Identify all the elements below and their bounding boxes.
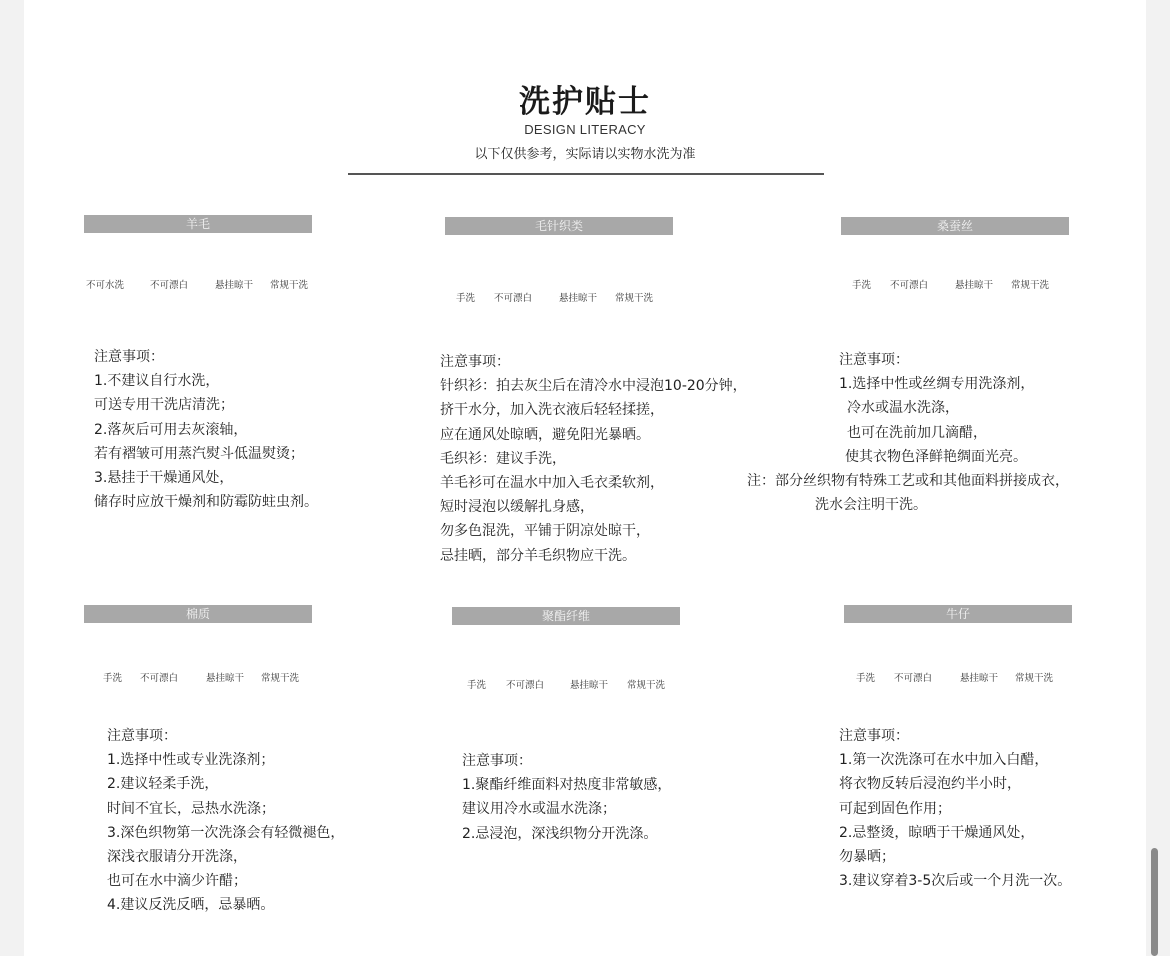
care-icon-caption: 常规干洗 [270,280,309,291]
care-icon-caption: 不可漂白 [494,293,533,304]
notes-line: 4.建议反洗反晒，忌暴晒。 [107,897,275,914]
care-icon-caption: 常规干洗 [261,673,300,684]
care-icon-caption: 悬挂晾干 [960,673,999,684]
care-icon-caption: 手洗 [852,280,872,291]
notes-heading: 注意事项： [839,728,909,744]
care-notes [839,724,1071,893]
care-icon-caption: 不可漂白 [506,680,545,691]
notes-line: 注：部分丝织物有特殊工艺或和其他面料拼接成衣， [747,472,1069,489]
care-icon-caption: 悬挂晾干 [206,673,245,684]
section-header-bar: 桑蚕丝 [841,217,1069,235]
notes-line: 勿多色混洗，平铺于阴凉处晾干， [440,523,650,540]
dry-clean-icon [1013,240,1049,274]
care-icon-caption: 悬挂晾干 [559,293,598,304]
notes-line: 使其衣物色泽鲜艳绸面光亮。 [845,448,1027,465]
section-header-bar: 羊毛 [84,215,312,233]
notes-line: 也可在洗前加几滴醋， [847,424,987,441]
notes-line: 羊毛衫可在温水中加入毛衣柔软剂， [440,474,664,491]
section-header-bar: 牛仔 [844,605,1072,623]
no-bleach-icon [157,240,193,274]
care-icon-caption: 手洗 [456,293,476,304]
care-notes [462,749,671,846]
notes-line: 冷水或温水洗涤， [847,400,959,417]
notes-line: 可送专用干洗店清洗； [94,397,234,414]
notes-line: 洗水会注明干洗。 [815,497,927,514]
care-icon-caption: 常规干洗 [1011,280,1050,291]
dry-clean-icon [627,640,663,674]
section-header-bar: 棉质 [84,605,312,623]
care-icon-caption: 悬挂晾干 [215,280,254,291]
hang-dry-icon [206,632,242,666]
notes-line: 挤干水分，加入洗衣液后轻轻揉搓， [440,402,664,419]
care-icon-caption: 不可水洗 [86,280,125,291]
notes-heading: 注意事项： [440,354,510,370]
dry-clean-icon [278,240,314,274]
hand-wash-icon [97,632,133,666]
care-icon-caption: 不可漂白 [890,280,929,291]
page-title: 洗护贴士 [519,84,651,120]
no-bleach-icon [901,240,937,274]
care-icon-caption: 不可漂白 [150,280,189,291]
notes-line: 应在通风处晾晒，避免阳光暴晒。 [440,426,650,443]
notes-heading: 注意事项： [839,352,909,368]
hand-wash-icon [461,640,497,674]
no-bleach-icon [905,632,941,666]
care-notes [94,345,318,514]
hang-dry-icon [570,640,606,674]
notes-heading: 注意事项： [94,349,164,365]
section-header-bar: 聚酯纤维 [452,607,680,625]
notes-line: 储存时应放干燥剂和防霉防蛀虫剂。 [94,494,318,511]
no-bleach-icon [515,640,551,674]
care-notes [440,350,747,568]
notes-line: 建议用冷水或温水洗涤； [462,801,616,818]
care-icon-caption: 手洗 [467,680,487,691]
notes-line: 2.忌整烫，晾晒于干燥通风处， [839,824,1035,841]
notes-line: 毛织衫：建议手洗， [440,450,566,467]
title-divider [348,173,824,175]
notes-heading: 注意事项： [107,728,177,744]
notes-line: 忌挂晒，部分羊毛织物应干洗。 [440,547,636,564]
hang-dry-icon [960,632,996,666]
hand-wash-icon [452,252,488,286]
care-icon-caption: 不可漂白 [140,673,179,684]
no-bleach-icon [506,252,542,286]
notes-line: 若有褶皱可用蒸汽熨斗低温熨烫； [94,445,304,462]
scrollbar[interactable] [1151,848,1158,956]
hand-wash-icon [848,240,884,274]
notes-line: 也可在水中滴少许醋； [107,873,247,890]
care-icon-caption: 常规干洗 [627,680,666,691]
dry-clean-icon [1016,632,1052,666]
dry-clean-icon [262,632,298,666]
hang-dry-icon [221,240,257,274]
notes-line: 3.深色织物第一次洗涤会有轻微褪色， [107,824,345,841]
notes-line: 1.选择中性或丝绸专用洗涤剂， [839,376,1035,393]
disclaimer-note: 以下仅供参考，实际请以实物水洗为准 [474,147,696,162]
notes-line: 针织衫：拍去灰尘后在清冷水中浸泡10-20分钟， [440,378,747,395]
notes-heading: 注意事项： [462,753,532,769]
no-bleach-icon [152,632,188,666]
care-notes [747,348,1069,517]
notes-line: 深浅衣服请分开洗涤， [107,848,247,865]
notes-line: 短时浸泡以缓解扎身感， [440,499,594,516]
hang-dry-icon [955,240,991,274]
care-icon-caption: 常规干洗 [1015,673,1054,684]
care-icon-caption: 不可漂白 [894,673,933,684]
care-notes [107,724,344,918]
notes-line: 勿暴晒； [839,848,895,865]
notes-line: 1.第一次洗涤可在水中加入白醋， [839,752,1049,769]
hand-wash-icon [850,632,886,666]
notes-line: 3.建议穿着3-5次后或一个月洗一次。 [839,873,1072,890]
care-icon-caption: 手洗 [856,673,876,684]
page-subtitle: DESIGN LITERACY [524,122,646,137]
notes-line: 2.落灰后可用去灰滚轴， [94,421,248,438]
notes-line: 可起到固色作用； [839,800,951,817]
notes-line: 1.聚酯纤维面料对热度非常敏感， [462,777,672,794]
notes-line: 1.不建议自行水洗， [94,373,220,390]
notes-line: 3.悬挂于干燥通风处， [94,469,234,486]
care-icon-caption: 手洗 [103,673,123,684]
hang-dry-icon [560,252,596,286]
notes-line: 2.忌浸泡，深浅织物分开洗涤。 [462,825,658,842]
notes-line: 将衣物反转后浸泡约半小时， [839,776,1021,793]
notes-line: 时间不宜长，忌热水洗涤； [107,800,275,817]
care-icon-caption: 悬挂晾干 [955,280,994,291]
notes-line: 1.选择中性或专业洗涤剂； [107,752,275,769]
notes-line: 2.建议轻柔手洗， [107,776,219,793]
dry-clean-icon [617,252,653,286]
care-icon-caption: 悬挂晾干 [570,680,609,691]
care-icon-caption: 常规干洗 [615,293,654,304]
no-wash-icon [92,240,128,274]
section-header-bar: 毛针织类 [445,217,673,235]
